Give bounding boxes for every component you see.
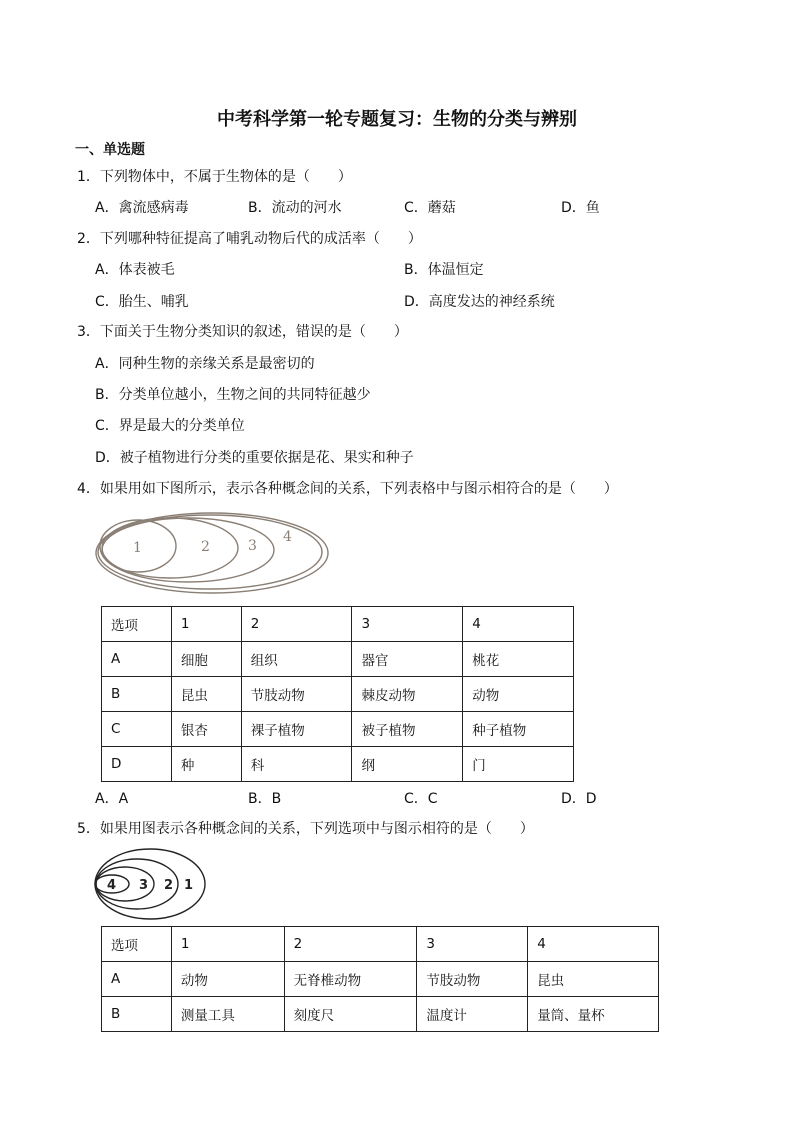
table-cell: 1 — [171, 927, 284, 962]
table-cell: 1 — [171, 607, 241, 642]
q2-option-c: C．胎生、哺乳 — [95, 294, 189, 310]
table-cell: 选项 — [102, 927, 172, 962]
table-cell: 温度计 — [417, 997, 528, 1032]
q5-diagram-label-1: 1 — [184, 878, 194, 893]
table-cell: 器官 — [352, 642, 463, 677]
table-cell: 选项 — [102, 607, 172, 642]
table-cell: 桃花 — [463, 642, 574, 677]
q4-option-c: C．C — [404, 791, 438, 807]
table-cell: A — [102, 962, 172, 997]
nested-ellipse-diagram-q5 — [92, 846, 212, 922]
table-cell: B — [102, 997, 172, 1032]
question-2-stem: 2．下列哪种特征提高了哺乳动物后代的成活率（ ） — [77, 231, 422, 247]
q2-option-a: A．体表被毛 — [95, 262, 175, 278]
table-cell: D — [102, 747, 172, 782]
table-cell: 2 — [241, 607, 352, 642]
table-row — [102, 677, 574, 712]
q3-option-d: D．被子植物进行分类的重要依据是花、果实和种子 — [95, 450, 414, 466]
table-cell: B — [102, 677, 172, 712]
question-5-stem: 5．如果用图表示各种概念间的关系，下列选项中与图示相符的是（ ） — [77, 821, 534, 837]
table-cell: 组织 — [241, 642, 352, 677]
q3-option-c: C．界是最大的分类单位 — [95, 418, 245, 434]
table-cell: 刻度尺 — [284, 997, 417, 1032]
q3-option-a: A．同种生物的亲缘关系是最密切的 — [95, 356, 315, 372]
q5-diagram-label-3: 3 — [139, 878, 149, 893]
q4-option-b: B．B — [248, 791, 282, 807]
table-row — [102, 642, 574, 677]
table-cell: 科 — [241, 747, 352, 782]
table-cell: 测量工具 — [171, 997, 284, 1032]
section-heading: 一、单选题 — [75, 142, 145, 158]
table-cell: 3 — [417, 927, 528, 962]
table-cell: 节肢动物 — [241, 677, 352, 712]
table-cell: 节肢动物 — [417, 962, 528, 997]
table-cell: 细胞 — [171, 642, 241, 677]
q5-diagram-label-2: 2 — [164, 878, 174, 893]
q4-option-a: A．A — [95, 791, 129, 807]
table-row — [102, 712, 574, 747]
table-cell: 门 — [463, 747, 574, 782]
table-cell: 4 — [463, 607, 574, 642]
q1-option-b: B．流动的河水 — [248, 200, 342, 216]
question-4-stem: 4．如果用如下图所示，表示各种概念间的关系，下列表格中与图示相符合的是（ ） — [77, 481, 618, 497]
table-cell: 动物 — [171, 962, 284, 997]
q3-option-b: B．分类单位越小，生物之间的共同特征越少 — [95, 387, 371, 403]
q4-option-d: D．D — [561, 791, 597, 807]
question-1-stem: 1．下列物体中，不属于生物体的是（ ） — [77, 169, 352, 185]
table-cell: 量筒、量杯 — [528, 997, 659, 1032]
question-3-stem: 3．下面关于生物分类知识的叙述，错误的是（ ） — [77, 324, 408, 340]
q1-option-d: D．鱼 — [561, 200, 600, 216]
table-cell: 种子植物 — [463, 712, 574, 747]
q1-option-a: A．禽流感病毒 — [95, 200, 189, 216]
q4-diagram-label-2: 2 — [201, 539, 210, 555]
nested-ellipse-diagram-q4 — [92, 510, 332, 602]
q5-diagram-label-4: 4 — [107, 878, 117, 893]
table-row — [102, 607, 574, 642]
table-cell: 裸子植物 — [241, 712, 352, 747]
table-cell: 无脊椎动物 — [284, 962, 417, 997]
table-cell: 3 — [352, 607, 463, 642]
q4-diagram-label-1: 1 — [133, 540, 142, 556]
table-cell: C — [102, 712, 172, 747]
table-cell: A — [102, 642, 172, 677]
table-cell: 被子植物 — [352, 712, 463, 747]
q1-option-c: C．蘑菇 — [404, 200, 456, 216]
table-cell: 种 — [171, 747, 241, 782]
table-row — [102, 997, 659, 1032]
q4-diagram-label-3: 3 — [248, 538, 257, 554]
q5-options-table — [101, 926, 659, 1032]
table-cell: 动物 — [463, 677, 574, 712]
table-row — [102, 927, 659, 962]
q4-options-table — [101, 606, 574, 782]
table-cell: 昆虫 — [528, 962, 659, 997]
table-cell: 纲 — [352, 747, 463, 782]
table-row — [102, 962, 659, 997]
table-cell: 2 — [284, 927, 417, 962]
table-cell: 昆虫 — [171, 677, 241, 712]
table-cell: 4 — [528, 927, 659, 962]
table-row — [102, 747, 574, 782]
page-title: 中考科学第一轮专题复习：生物的分类与辨别 — [217, 109, 577, 130]
q2-option-d: D．高度发达的神经系统 — [404, 294, 555, 310]
q4-diagram-label-4: 4 — [283, 529, 292, 545]
q2-option-b: B．体温恒定 — [404, 262, 484, 278]
table-cell: 棘皮动物 — [352, 677, 463, 712]
table-cell: 银杏 — [171, 712, 241, 747]
